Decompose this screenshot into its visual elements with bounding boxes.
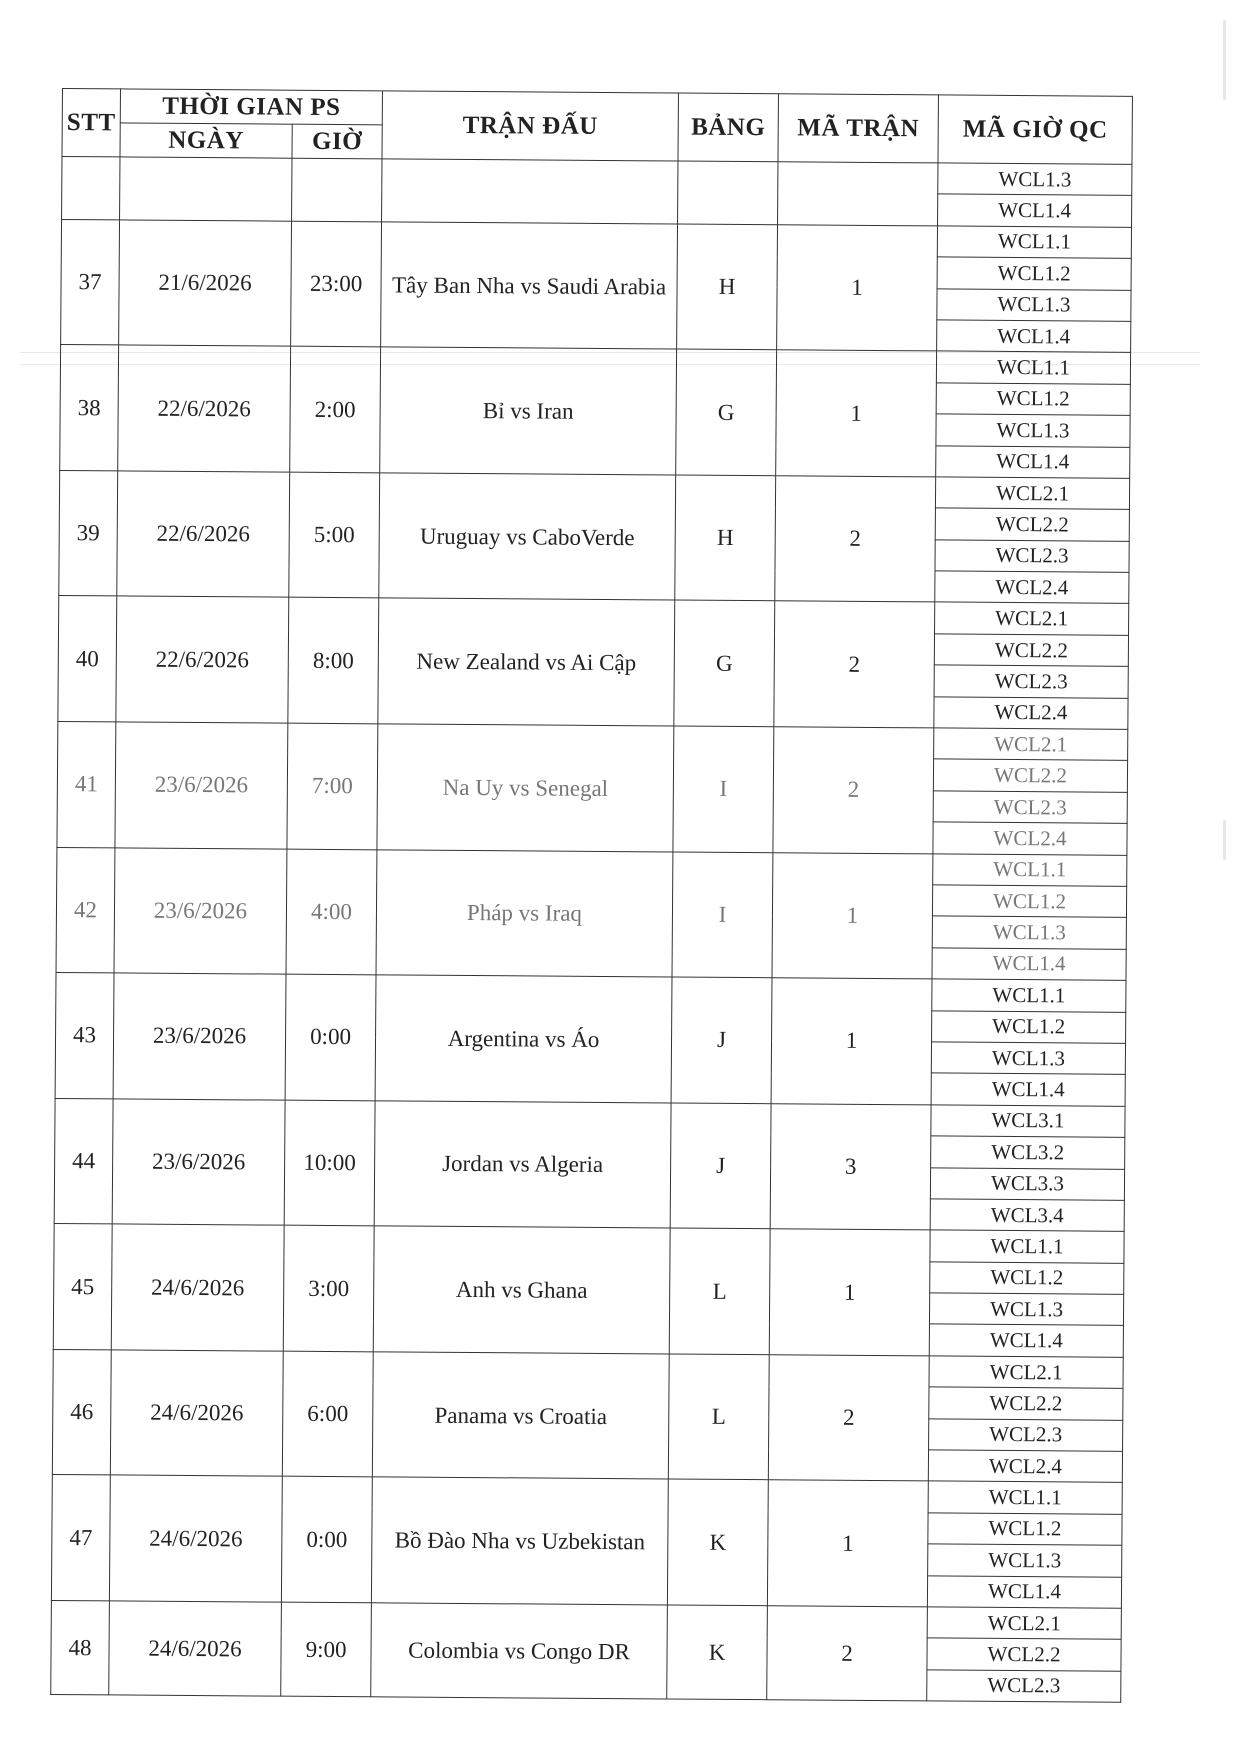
stt-cell: 43 — [55, 973, 114, 1099]
scan-edge-mark — [1223, 20, 1226, 100]
table-row — [57, 847, 1127, 886]
ad-code-cell: WCL2.3 — [933, 791, 1127, 824]
carryover-time — [292, 158, 382, 221]
match-cell: Pháp vs Iraq — [376, 849, 673, 977]
ad-code-cell: WCL2.1 — [935, 602, 1129, 635]
scan-edge-mark — [1223, 820, 1226, 860]
match-cell: Tây Ban Nha vs Saudi Arabia — [381, 222, 678, 350]
carryover-date — [120, 157, 292, 221]
ad-code-cell: WCL2.2 — [933, 759, 1127, 792]
table-row — [61, 219, 1131, 258]
header-match: TRẬN ĐẤU — [382, 91, 678, 161]
ad-code-cell: WCL3.3 — [930, 1167, 1124, 1200]
match-code-cell: 1 — [777, 225, 938, 352]
group-cell: J — [671, 977, 772, 1103]
date-cell: 22/6/2026 — [116, 596, 289, 723]
carryover-row — [62, 157, 1132, 196]
ad-code-cell: WCL2.3 — [927, 1670, 1121, 1703]
match-code-cell: 1 — [771, 978, 932, 1105]
group-cell: G — [674, 600, 775, 726]
table-row — [54, 1224, 1124, 1263]
date-cell: 24/6/2026 — [111, 1224, 284, 1351]
time-cell: 4:00 — [286, 849, 377, 975]
ad-code-cell: WCL2.2 — [934, 634, 1128, 667]
stt-cell: 40 — [58, 596, 117, 722]
ad-code-cell: WCL1.1 — [936, 351, 1130, 384]
schedule-table — [50, 88, 1133, 1703]
group-cell: H — [675, 475, 776, 601]
time-cell: 6:00 — [282, 1351, 373, 1477]
table-row — [53, 1349, 1123, 1388]
time-cell: 23:00 — [291, 221, 382, 347]
group-cell: I — [673, 726, 774, 852]
match-cell: Na Uy vs Senegal — [377, 724, 674, 852]
stt-cell: 39 — [59, 470, 118, 596]
stt-cell: 44 — [54, 1098, 113, 1224]
time-cell: 2:00 — [290, 347, 381, 473]
ad-code-cell: WCL1.3 — [928, 1544, 1122, 1577]
ad-code-cell: WCL1.4 — [931, 1073, 1125, 1106]
ad-code-cell: WCL2.1 — [927, 1607, 1121, 1640]
ad-code-cell: WCL1.3 — [929, 1293, 1123, 1326]
date-cell: 22/6/2026 — [117, 471, 290, 598]
date-cell: 23/6/2026 — [112, 1099, 285, 1226]
ad-code-cell: WCL3.2 — [931, 1136, 1125, 1169]
match-code-cell: 1 — [769, 1229, 930, 1356]
match-code-cell: 3 — [770, 1103, 931, 1230]
match-cell: Colombia vs Congo DR — [371, 1603, 668, 1699]
table-body — [51, 157, 1132, 1703]
ad-code-cell: WCL3.1 — [931, 1105, 1125, 1138]
match-code-cell: 2 — [775, 476, 936, 603]
ad-code-cell: WCL1.3 — [932, 916, 1126, 949]
match-cell: Panama vs Croatia — [372, 1352, 669, 1480]
ad-code-cell: WCL2.2 — [927, 1638, 1121, 1671]
stt-cell: 46 — [52, 1349, 111, 1475]
table-row — [60, 345, 1130, 384]
match-cell: Bỉ vs Iran — [380, 347, 677, 475]
stt-cell: 38 — [60, 345, 119, 471]
table-row — [55, 1098, 1125, 1137]
ad-code-cell: WCL2.4 — [933, 822, 1127, 855]
date-cell: 24/6/2026 — [109, 1601, 282, 1696]
match-cell: Uruguay vs CaboVerde — [379, 473, 676, 601]
ad-code-cell: WCL2.3 — [934, 665, 1128, 698]
match-code-cell: 2 — [774, 601, 935, 728]
ad-code-cell: WCL2.4 — [928, 1450, 1122, 1483]
header-group: BẢNG — [678, 93, 778, 162]
group-cell: J — [670, 1103, 771, 1229]
match-code-cell: 2 — [768, 1355, 929, 1482]
time-cell: 7:00 — [287, 723, 378, 849]
group-cell: I — [672, 852, 773, 978]
header-hour: GIỜ — [292, 124, 382, 159]
ad-code-cell: WCL1.2 — [928, 1513, 1122, 1546]
stt-cell: 48 — [51, 1600, 110, 1695]
ad-code-cell: WCL1.3 — [937, 288, 1131, 321]
time-cell: 0:00 — [285, 974, 376, 1100]
date-cell: 23/6/2026 — [115, 722, 288, 849]
ad-code-cell: WCL1.2 — [932, 1010, 1126, 1043]
time-cell: 0:00 — [281, 1477, 372, 1603]
date-cell: 23/6/2026 — [113, 973, 286, 1100]
carryover-match-code — [778, 162, 938, 226]
table-row — [56, 973, 1126, 1012]
ad-code-cell: WCL1.1 — [928, 1481, 1122, 1514]
date-cell: 22/6/2026 — [118, 345, 291, 472]
date-cell: 23/6/2026 — [114, 848, 287, 975]
group-cell: K — [667, 1479, 768, 1605]
match-code-cell: 2 — [773, 727, 934, 854]
ad-code-cell: WCL1.2 — [936, 383, 1130, 416]
match-code-cell: 1 — [772, 852, 933, 979]
match-cell: New Zealand vs Ai Cập — [378, 598, 675, 726]
ad-code-cell: WCL1.3 — [931, 1042, 1125, 1075]
table-row — [59, 470, 1129, 509]
ad-code-cell: WCL1.3 — [936, 414, 1130, 447]
table-row — [51, 1600, 1121, 1639]
ad-code-cell: WCL2.3 — [935, 540, 1129, 573]
stt-cell: 41 — [57, 722, 116, 848]
stt-cell: 37 — [61, 219, 120, 345]
ad-code-cell: WCL1.4 — [936, 445, 1130, 478]
header-stt: STT — [62, 89, 120, 157]
ad-code-cell: WCL1.1 — [933, 853, 1127, 886]
header-date: NGÀY — [120, 123, 292, 158]
ad-code-cell: WCL1.2 — [937, 257, 1131, 290]
match-cell: Anh vs Ghana — [373, 1226, 670, 1354]
ad-code-cell: WCL2.4 — [934, 697, 1128, 730]
ad-code-cell: WCL2.1 — [935, 477, 1129, 510]
ad-code-cell: WCL3.4 — [930, 1199, 1124, 1232]
ad-code-cell: WCL1.2 — [932, 885, 1126, 918]
match-cell: Bồ Đào Nha vs Uzbekistan — [371, 1477, 668, 1605]
header-match-code: MÃ TRẬN — [778, 94, 938, 163]
stt-cell: 47 — [51, 1475, 110, 1601]
table-row — [59, 596, 1129, 635]
carryover-stt — [62, 157, 120, 220]
header-ad-code: MÃ GIỜ QC — [938, 95, 1132, 164]
match-code-cell: 1 — [767, 1480, 928, 1607]
time-cell: 9:00 — [281, 1602, 372, 1697]
ad-code-cell: WCL2.1 — [929, 1356, 1123, 1389]
ad-code-cell: WCL1.4 — [927, 1575, 1121, 1608]
ad-code-cell: WCL1.1 — [937, 226, 1131, 259]
time-cell: 8:00 — [288, 598, 379, 724]
time-cell: 5:00 — [289, 472, 380, 598]
table-row — [58, 722, 1128, 761]
ad-code-cell: WCL1.4 — [937, 320, 1131, 353]
match-cell: Argentina vs Áo — [375, 975, 672, 1103]
ad-code-cell: WCL2.1 — [934, 728, 1128, 761]
ad-code-cell: WCL2.2 — [929, 1387, 1123, 1420]
table-row — [52, 1475, 1122, 1514]
carryover-group — [678, 161, 778, 225]
ad-code-cell: WCL2.4 — [935, 571, 1129, 604]
match-code-cell: 2 — [767, 1606, 928, 1701]
header-time-group: THỜI GIAN PS — [120, 89, 382, 125]
time-cell: 10:00 — [284, 1100, 375, 1226]
group-cell: L — [669, 1228, 770, 1354]
stt-cell: 45 — [53, 1224, 112, 1350]
group-cell: H — [677, 224, 778, 350]
group-cell: L — [668, 1354, 769, 1480]
match-cell: Jordan vs Algeria — [374, 1101, 671, 1229]
ad-code-cell: WCL1.4 — [929, 1324, 1123, 1357]
date-cell: 24/6/2026 — [109, 1475, 282, 1602]
time-cell: 3:00 — [283, 1225, 374, 1351]
group-cell: G — [676, 349, 777, 475]
group-cell: K — [667, 1605, 768, 1700]
ad-code-cell: WCL1.4 — [938, 194, 1132, 227]
ad-code-cell: WCL2.2 — [935, 508, 1129, 541]
ad-code-cell: WCL1.2 — [930, 1262, 1124, 1295]
match-code-cell: 1 — [776, 350, 937, 477]
ad-code-cell: WCL2.3 — [929, 1419, 1123, 1452]
date-cell: 24/6/2026 — [110, 1350, 283, 1477]
stt-cell: 42 — [56, 847, 115, 973]
carryover-match — [382, 159, 678, 224]
ad-code-cell: WCL1.3 — [938, 163, 1132, 196]
ad-code-cell: WCL1.1 — [930, 1230, 1124, 1263]
ad-code-cell: WCL1.1 — [932, 979, 1126, 1012]
ad-code-cell: WCL1.4 — [932, 948, 1126, 981]
date-cell: 21/6/2026 — [119, 220, 292, 347]
